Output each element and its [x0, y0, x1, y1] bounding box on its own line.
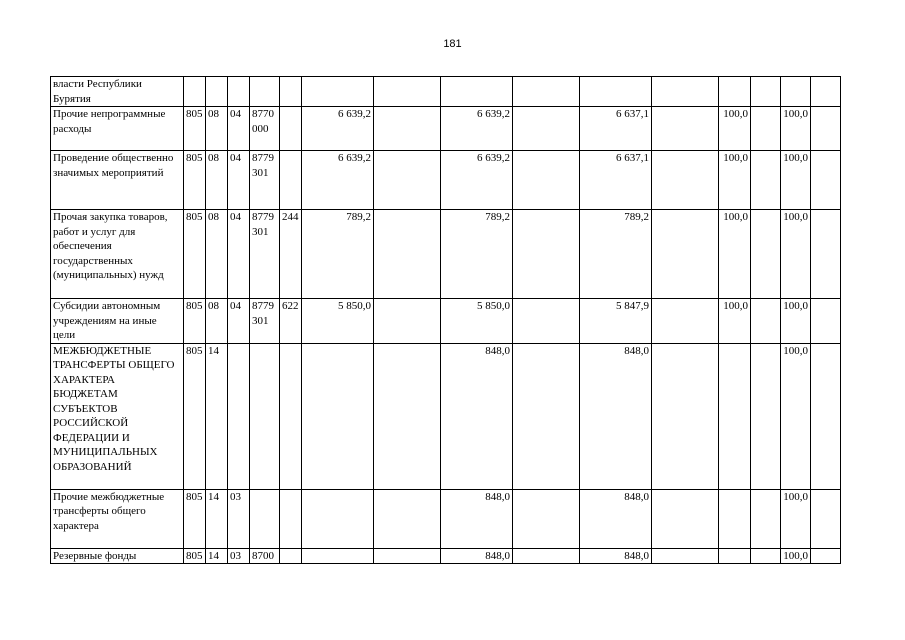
cell-empty: [374, 77, 441, 107]
cell-ved: 805: [184, 299, 206, 344]
cell-empty: [513, 299, 580, 344]
cell-pr: 03: [228, 548, 250, 564]
cell-percent-1: 100,0: [719, 107, 751, 151]
cell-ved: 805: [184, 548, 206, 564]
cell-empty: [751, 343, 781, 489]
page-number: 181: [443, 38, 462, 50]
cell-pr: [228, 77, 250, 107]
cell-amount-2: 5 850,0: [441, 299, 513, 344]
cell-empty: [652, 299, 719, 344]
cell-rz: 08: [206, 107, 228, 151]
cell-amount-2: 848,0: [441, 489, 513, 548]
cell-name: Проведение общественно значимых мероприятий: [51, 151, 184, 210]
cell-name: Субсидии автономным учреждениям на иные цели: [51, 299, 184, 344]
cell-vr: 622: [280, 299, 302, 344]
cell-name: Прочая закупка товаров, работ и услуг для обеспечения государственных (муниципальных) нужд: [51, 210, 184, 299]
cell-empty: [513, 210, 580, 299]
cell-csr: 8779 301: [250, 299, 280, 344]
cell-rz: 08: [206, 210, 228, 299]
cell-csr: 8700: [250, 548, 280, 564]
cell-csr: 8770 000: [250, 107, 280, 151]
cell-amount-2: 789,2: [441, 210, 513, 299]
cell-amount-1: 789,2: [302, 210, 374, 299]
cell-vr: [280, 548, 302, 564]
cell-pr: 04: [228, 107, 250, 151]
cell-amount-2: [441, 77, 513, 107]
cell-ved: 805: [184, 151, 206, 210]
cell-amount-3: 848,0: [580, 343, 652, 489]
budget-table: [50, 76, 841, 564]
cell-amount-2: 6 639,2: [441, 107, 513, 151]
cell-percent-2: 100,0: [781, 489, 811, 548]
cell-rz: 14: [206, 343, 228, 489]
cell-empty: [652, 77, 719, 107]
cell-percent-2: 100,0: [781, 210, 811, 299]
cell-empty: [374, 343, 441, 489]
cell-percent-1: 100,0: [719, 299, 751, 344]
cell-percent-2: [781, 77, 811, 107]
table-row: [51, 489, 841, 548]
cell-percent-2: 100,0: [781, 299, 811, 344]
cell-empty: [751, 489, 781, 548]
cell-empty: [652, 151, 719, 210]
cell-empty: [811, 210, 841, 299]
cell-amount-3: [580, 77, 652, 107]
cell-vr: [280, 107, 302, 151]
cell-empty: [652, 489, 719, 548]
cell-empty: [652, 548, 719, 564]
cell-percent-1: [719, 548, 751, 564]
cell-empty: [751, 107, 781, 151]
cell-amount-1: [302, 77, 374, 107]
cell-amount-1: [302, 489, 374, 548]
cell-csr: [250, 489, 280, 548]
cell-csr: [250, 77, 280, 107]
cell-empty: [811, 548, 841, 564]
cell-csr: 8779 301: [250, 210, 280, 299]
cell-vr: 244: [280, 210, 302, 299]
cell-amount-1: [302, 548, 374, 564]
cell-empty: [513, 489, 580, 548]
cell-amount-3: 6 637,1: [580, 107, 652, 151]
cell-pr: 04: [228, 299, 250, 344]
cell-pr: 04: [228, 151, 250, 210]
cell-empty: [751, 77, 781, 107]
cell-csr: 8779 301: [250, 151, 280, 210]
cell-amount-1: [302, 343, 374, 489]
cell-rz: 14: [206, 489, 228, 548]
cell-empty: [751, 151, 781, 210]
cell-amount-3: 789,2: [580, 210, 652, 299]
cell-rz: 14: [206, 548, 228, 564]
cell-percent-1: 100,0: [719, 151, 751, 210]
cell-vr: [280, 151, 302, 210]
cell-percent-1: 100,0: [719, 210, 751, 299]
cell-csr: [250, 343, 280, 489]
cell-rz: 08: [206, 299, 228, 344]
cell-amount-2: 848,0: [441, 343, 513, 489]
cell-percent-2: 100,0: [781, 548, 811, 564]
cell-empty: [374, 151, 441, 210]
cell-amount-1: 5 850,0: [302, 299, 374, 344]
cell-pr: 03: [228, 489, 250, 548]
table-row: [51, 299, 841, 344]
cell-amount-3: 6 637,1: [580, 151, 652, 210]
cell-empty: [751, 299, 781, 344]
cell-empty: [513, 107, 580, 151]
cell-name: Резервные фонды: [51, 548, 184, 564]
cell-amount-1: 6 639,2: [302, 107, 374, 151]
cell-name: власти Республики Бурятия: [51, 77, 184, 107]
cell-empty: [751, 548, 781, 564]
cell-empty: [652, 107, 719, 151]
table-row: [51, 77, 841, 107]
cell-amount-2: 848,0: [441, 548, 513, 564]
table-row: [51, 151, 841, 210]
cell-empty: [811, 489, 841, 548]
cell-empty: [513, 548, 580, 564]
cell-empty: [513, 77, 580, 107]
cell-empty: [811, 299, 841, 344]
cell-ved: [184, 77, 206, 107]
cell-empty: [811, 107, 841, 151]
table-row: [51, 210, 841, 299]
cell-amount-1: 6 639,2: [302, 151, 374, 210]
cell-percent-1: [719, 489, 751, 548]
cell-percent-2: 100,0: [781, 107, 811, 151]
cell-empty: [374, 210, 441, 299]
cell-empty: [652, 210, 719, 299]
cell-pr: 04: [228, 210, 250, 299]
table-row: [51, 548, 841, 564]
cell-empty: [513, 151, 580, 210]
cell-empty: [374, 299, 441, 344]
cell-ved: 805: [184, 343, 206, 489]
cell-empty: [652, 343, 719, 489]
cell-pr: [228, 343, 250, 489]
cell-amount-3: 848,0: [580, 489, 652, 548]
cell-percent-1: [719, 343, 751, 489]
cell-amount-2: 6 639,2: [441, 151, 513, 210]
cell-percent-2: 100,0: [781, 343, 811, 489]
cell-percent-2: 100,0: [781, 151, 811, 210]
cell-empty: [374, 107, 441, 151]
cell-rz: [206, 77, 228, 107]
cell-name: Прочие непрограммные расходы: [51, 107, 184, 151]
cell-amount-3: 5 847,9: [580, 299, 652, 344]
cell-empty: [811, 77, 841, 107]
cell-percent-1: [719, 77, 751, 107]
cell-rz: 08: [206, 151, 228, 210]
cell-name: Прочие межбюджетные трансферты общего характера: [51, 489, 184, 548]
table-row: [51, 107, 841, 151]
cell-amount-3: 848,0: [580, 548, 652, 564]
cell-vr: [280, 489, 302, 548]
cell-vr: [280, 77, 302, 107]
cell-vr: [280, 343, 302, 489]
cell-empty: [513, 343, 580, 489]
table-row: [51, 343, 841, 489]
cell-name: МЕЖБЮДЖЕТНЫЕ ТРАНСФЕРТЫ ОБЩЕГО ХАРАКТЕРА БЮДЖЕТАМ СУБЪЕКТОВ РОССИЙСКОЙ ФЕДЕРАЦИИ И МУНИЦИПАЛЬНЫХ ОБРАЗОВАНИЙ: [51, 343, 184, 489]
cell-ved: 805: [184, 210, 206, 299]
cell-empty: [374, 489, 441, 548]
cell-ved: 805: [184, 489, 206, 548]
cell-ved: 805: [184, 107, 206, 151]
cell-empty: [811, 343, 841, 489]
cell-empty: [751, 210, 781, 299]
cell-empty: [811, 151, 841, 210]
cell-empty: [374, 548, 441, 564]
